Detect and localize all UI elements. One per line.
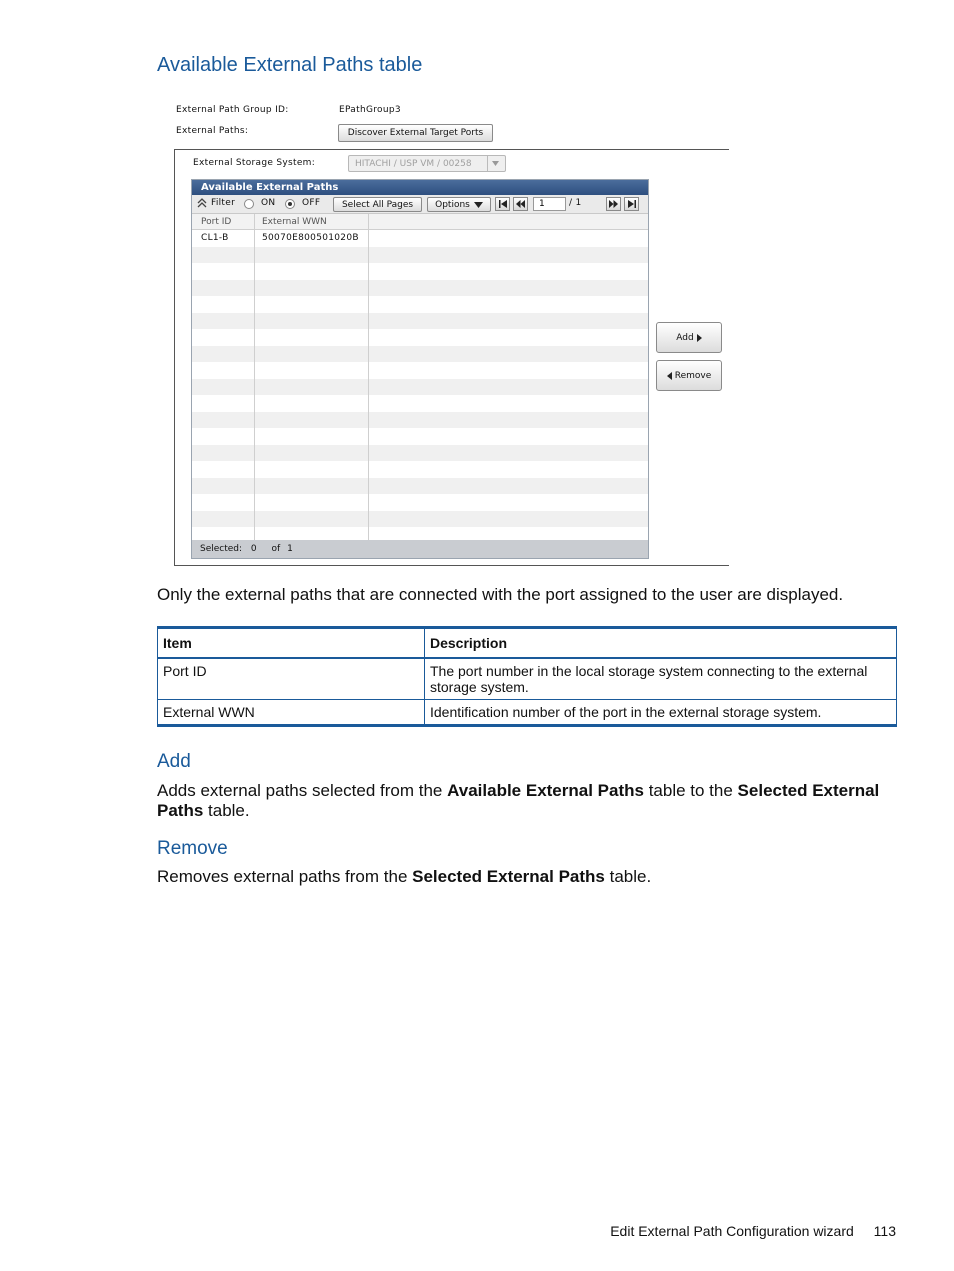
group-id-label: External Path Group ID: bbox=[176, 105, 289, 115]
table-row bbox=[158, 700, 897, 726]
description-table bbox=[157, 626, 897, 727]
footer-title: Edit External Path Configuration wizard bbox=[610, 1223, 854, 1239]
filter-on-radio[interactable] bbox=[244, 199, 254, 209]
panel-toolbar bbox=[192, 195, 648, 214]
port-id-cell: CL1-B bbox=[201, 233, 229, 243]
empty-row bbox=[192, 379, 648, 396]
add-heading: Add bbox=[157, 751, 191, 772]
options-button[interactable] bbox=[427, 197, 491, 212]
note-paragraph: Only the external paths that are connected with the port assigned to the user are displayed. bbox=[157, 585, 844, 604]
page-number: 113 bbox=[873, 1223, 896, 1239]
chevron-down-icon bbox=[487, 156, 502, 171]
item-cell: Port ID bbox=[158, 658, 425, 700]
header-item: Item bbox=[158, 628, 425, 659]
select-all-pages-button[interactable] bbox=[333, 197, 422, 212]
total-count: 1 bbox=[287, 544, 293, 554]
section-heading: Available External Paths table bbox=[157, 54, 423, 76]
description-cell: The port number in the local storage system connecting to the external storage system. bbox=[425, 658, 897, 700]
available-external-paths-panel bbox=[191, 179, 649, 559]
empty-row bbox=[192, 428, 648, 445]
empty-row bbox=[192, 296, 648, 313]
empty-row bbox=[192, 494, 648, 511]
first-page-icon bbox=[499, 200, 507, 208]
add-button[interactable] bbox=[656, 322, 722, 353]
selected-count: 0 bbox=[250, 544, 257, 554]
next-page-button[interactable] bbox=[606, 197, 621, 211]
wwn-cell: 50070E800501020B bbox=[262, 233, 359, 243]
arrow-right-icon bbox=[697, 334, 702, 342]
empty-row bbox=[192, 362, 648, 379]
table-header-row bbox=[158, 628, 897, 659]
page-footer bbox=[610, 1223, 896, 1239]
add-paragraph bbox=[157, 781, 899, 821]
external-paths-frame bbox=[174, 149, 729, 566]
column-divider bbox=[368, 214, 369, 540]
filter-off-label: OFF bbox=[302, 198, 321, 208]
storage-system-value: HITACHI / USP VM / 00258 bbox=[355, 158, 472, 169]
column-divider bbox=[254, 214, 255, 540]
table-body bbox=[192, 230, 648, 540]
item-cell: External WWN bbox=[158, 700, 425, 726]
external-paths-label: External Paths: bbox=[176, 126, 249, 136]
filter-label: Filter bbox=[211, 198, 236, 208]
add-text-3: table. bbox=[203, 801, 250, 820]
page-number-input[interactable]: 1 bbox=[533, 197, 566, 211]
panel-title: Available External Paths bbox=[192, 180, 648, 195]
empty-row bbox=[192, 329, 648, 346]
page-total: / 1 bbox=[569, 198, 582, 208]
of-label: of bbox=[271, 544, 281, 554]
empty-row bbox=[192, 511, 648, 528]
previous-page-button[interactable] bbox=[513, 197, 528, 211]
table-row[interactable] bbox=[192, 230, 648, 247]
filter-icon bbox=[197, 198, 207, 211]
options-label: Options bbox=[435, 199, 470, 210]
filter-on-label: ON bbox=[261, 198, 276, 208]
discover-target-ports-button[interactable] bbox=[338, 124, 493, 142]
description-cell: Identification number of the port in the external storage system. bbox=[425, 700, 897, 726]
last-page-icon bbox=[628, 200, 636, 208]
empty-row bbox=[192, 263, 648, 280]
remove-button-label: Remove bbox=[674, 370, 712, 381]
empty-row bbox=[192, 280, 648, 297]
wizard-screenshot bbox=[157, 95, 729, 570]
remove-button[interactable] bbox=[656, 360, 722, 391]
selected-label: Selected: bbox=[200, 544, 243, 554]
filter-off-radio[interactable] bbox=[285, 199, 295, 209]
column-header-port-id[interactable]: Port ID bbox=[201, 217, 232, 227]
empty-row bbox=[192, 346, 648, 363]
storage-system-select[interactable] bbox=[348, 155, 506, 172]
add-text-1: Adds external paths selected from the bbox=[157, 781, 448, 800]
remove-bold-1: Selected External Paths bbox=[412, 867, 605, 886]
empty-row bbox=[192, 395, 648, 412]
empty-row bbox=[192, 313, 648, 330]
empty-row bbox=[192, 445, 648, 462]
remove-heading: Remove bbox=[157, 838, 228, 859]
caret-down-icon bbox=[474, 202, 483, 208]
remove-paragraph bbox=[157, 867, 651, 887]
empty-row bbox=[192, 461, 648, 478]
arrow-left-icon bbox=[667, 372, 672, 380]
remove-text-1: Removes external paths from the bbox=[157, 867, 413, 886]
add-bold-2: Selected External Paths bbox=[157, 781, 880, 820]
selection-status-bar bbox=[192, 540, 648, 558]
add-button-label: Add bbox=[676, 332, 694, 343]
first-page-button[interactable] bbox=[495, 197, 510, 211]
fast-forward-icon bbox=[609, 200, 618, 208]
add-bold-1: Available External Paths bbox=[447, 781, 644, 800]
empty-row bbox=[192, 247, 648, 264]
empty-row bbox=[192, 527, 648, 540]
add-text-2: table to the bbox=[643, 781, 738, 800]
empty-row bbox=[192, 412, 648, 429]
remove-text-2: table. bbox=[604, 867, 652, 886]
table-header bbox=[192, 214, 648, 230]
select-all-pages-label: Select All Pages bbox=[341, 199, 414, 210]
discover-button-label: Discover External Target Ports bbox=[347, 128, 484, 138]
empty-row bbox=[192, 478, 648, 495]
storage-system-label: External Storage System: bbox=[193, 158, 316, 168]
rewind-icon bbox=[516, 200, 525, 208]
group-id-value: EPathGroup3 bbox=[339, 105, 401, 115]
last-page-button[interactable] bbox=[624, 197, 639, 211]
column-header-external-wwn[interactable]: External WWN bbox=[262, 217, 327, 227]
header-description: Description bbox=[425, 628, 897, 659]
table-row bbox=[158, 658, 897, 700]
